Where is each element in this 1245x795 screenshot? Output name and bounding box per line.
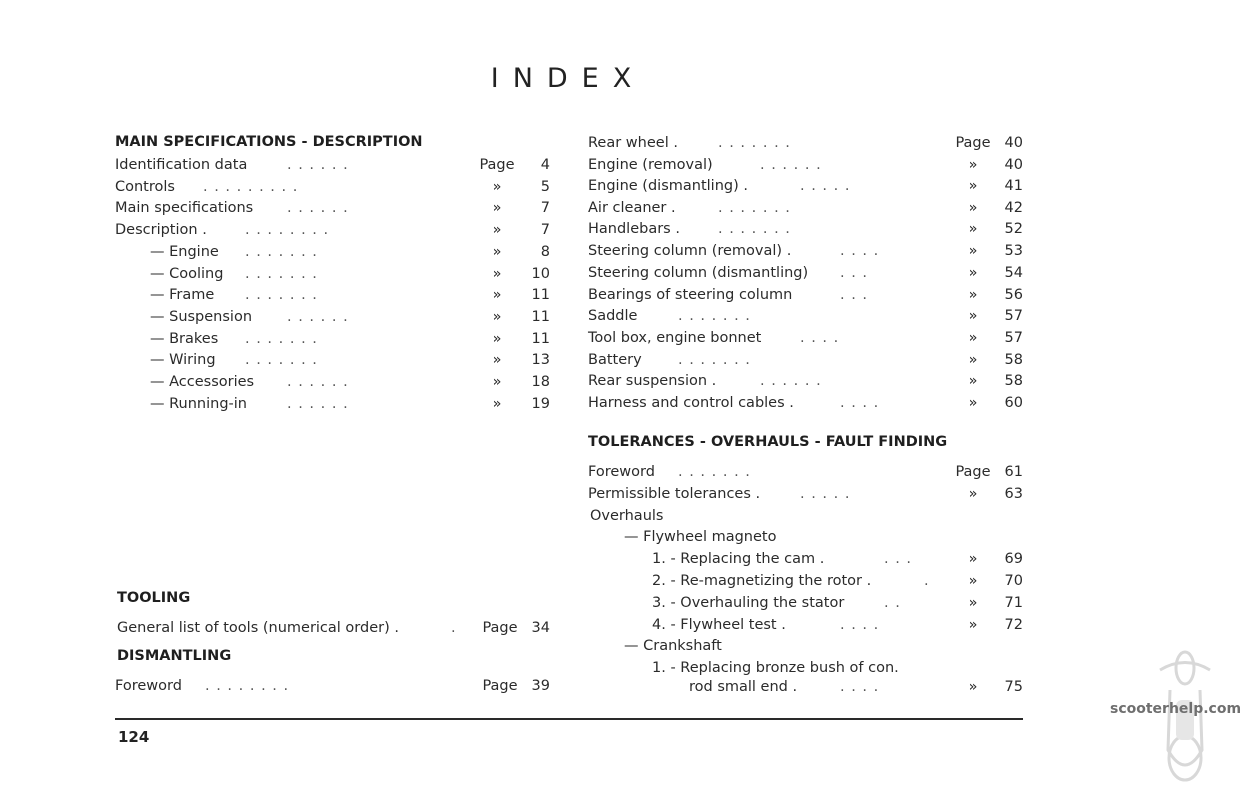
page-ref: 4 xyxy=(540,157,550,173)
index-entry[interactable] xyxy=(588,371,1024,392)
footer-rule xyxy=(115,718,1023,720)
index-entry[interactable] xyxy=(115,198,550,219)
entry-label: — Brakes xyxy=(150,331,219,347)
ditto-mark: » xyxy=(492,352,502,368)
page-title: INDEX xyxy=(490,63,646,94)
page-ref: 58 xyxy=(1004,373,1023,389)
watermark-text: scooterhelp.com xyxy=(1110,701,1242,717)
index-entry[interactable] xyxy=(588,593,1024,614)
leader-dots: . . . . . xyxy=(800,486,851,502)
page-number: 124 xyxy=(118,728,150,746)
page-ref: 39 xyxy=(531,678,550,694)
ditto-mark: » xyxy=(968,157,978,173)
leader-dots: . . . . . . xyxy=(287,200,349,216)
page-ref: 5 xyxy=(540,179,550,195)
page-ref: 7 xyxy=(540,222,550,238)
ditto-mark: » xyxy=(968,617,978,633)
index-entry[interactable] xyxy=(588,328,1024,349)
index-entry[interactable] xyxy=(588,484,1024,505)
page-ref: 70 xyxy=(1004,573,1023,589)
page-ref: 71 xyxy=(1004,595,1023,611)
page-ref: 53 xyxy=(1004,243,1023,259)
page-ref: 11 xyxy=(531,309,550,325)
index-entry[interactable] xyxy=(115,285,550,306)
ditto-mark: » xyxy=(968,287,978,303)
page-ref: 60 xyxy=(1004,395,1023,411)
ditto-mark: » xyxy=(968,308,978,324)
ditto-mark: » xyxy=(968,330,978,346)
entry-label: Steering column (removal) . xyxy=(588,243,792,259)
entry-label: Air cleaner . xyxy=(588,200,676,216)
index-entry[interactable] xyxy=(588,636,1024,657)
index-entry[interactable] xyxy=(115,307,550,328)
page-ref: 69 xyxy=(1004,551,1023,567)
index-entry[interactable] xyxy=(588,350,1024,371)
ditto-mark: » xyxy=(968,573,978,589)
entry-label: — Wiring xyxy=(150,352,216,368)
leader-dots: . . . . . . xyxy=(287,374,349,390)
index-entry[interactable] xyxy=(115,618,550,639)
ditto-mark: » xyxy=(492,222,502,238)
index-entry[interactable] xyxy=(115,676,550,697)
index-entry[interactable] xyxy=(115,242,550,263)
leader-dots: . . . . . . . xyxy=(245,352,318,368)
entry-label: 1. - Replacing bronze bush of con. xyxy=(652,660,899,676)
index-entry[interactable] xyxy=(588,198,1024,219)
page-ref: 40 xyxy=(1004,157,1023,173)
index-entry[interactable] xyxy=(588,285,1024,306)
section-heading-dismantling: DISMANTLING xyxy=(117,648,232,664)
leader-dots: . . . . . . . xyxy=(718,221,791,237)
entry-label: 3. - Overhauling the stator xyxy=(652,595,845,611)
page-ref: 54 xyxy=(1004,265,1023,281)
entry-label: Engine (removal) xyxy=(588,157,713,173)
page-ref: 63 xyxy=(1004,486,1023,502)
ditto-mark: » xyxy=(492,396,502,412)
ditto-mark: » xyxy=(492,266,502,282)
entry-label: Engine (dismantling) . xyxy=(588,178,748,194)
page-ref: 57 xyxy=(1004,330,1023,346)
page-word: Page xyxy=(955,464,991,480)
scooter-watermark-icon xyxy=(1140,640,1230,795)
leader-dots: . . . . . . . . . xyxy=(203,179,299,195)
entry-label: — Cooling xyxy=(150,266,224,282)
page-ref: 11 xyxy=(531,287,550,303)
index-entry[interactable] xyxy=(588,615,1024,636)
entry-label: Steering column (dismantling) xyxy=(588,265,809,281)
ditto-mark: » xyxy=(492,309,502,325)
leader-dots: . . . . . . . . xyxy=(205,678,290,694)
entry-label: 4. - Flywheel test . xyxy=(652,617,786,633)
index-entry[interactable] xyxy=(588,549,1024,570)
index-entry[interactable] xyxy=(588,155,1024,176)
index-entry[interactable] xyxy=(588,241,1024,262)
leader-dots: . . . . . . . xyxy=(245,266,318,282)
leader-dots: . . . . . . . xyxy=(678,308,751,324)
page-ref: 52 xyxy=(1004,221,1023,237)
index-entry[interactable] xyxy=(588,506,1024,527)
ditto-mark: » xyxy=(968,551,978,567)
entry-label: Foreword xyxy=(588,464,655,480)
page-ref: 34 xyxy=(531,620,550,636)
leader-dots: . . . . xyxy=(800,330,840,346)
entry-label: Rear suspension . xyxy=(588,373,717,389)
ditto-mark: » xyxy=(968,265,978,281)
leader-dots: . . . . xyxy=(840,679,880,695)
index-entry[interactable] xyxy=(115,329,550,350)
page-ref: 40 xyxy=(1004,135,1023,151)
entry-label: — Frame xyxy=(150,287,215,303)
entry-label: Battery xyxy=(588,352,642,368)
entry-label: — Accessories xyxy=(150,374,255,390)
entry-label: Identification data xyxy=(115,157,248,173)
index-entry[interactable] xyxy=(588,677,1024,698)
leader-dots: . . . . . . . xyxy=(245,331,318,347)
leader-dots: . . . . . . . xyxy=(718,200,791,216)
page-ref: 11 xyxy=(531,331,550,347)
ditto-mark: » xyxy=(492,179,502,195)
ditto-mark: » xyxy=(492,200,502,216)
leader-dots: . . . . . . . xyxy=(678,352,751,368)
entry-label: Overhauls xyxy=(590,508,664,524)
page-word: Page xyxy=(482,678,518,694)
section-heading-tooling: TOOLING xyxy=(117,590,191,606)
page-word: Page xyxy=(955,135,991,151)
ditto-mark: » xyxy=(492,287,502,303)
index-entry[interactable] xyxy=(588,571,1024,592)
index-entry[interactable] xyxy=(588,462,1024,483)
ditto-mark: » xyxy=(492,374,502,390)
leader-dots: . . . . . . . xyxy=(678,464,751,480)
entry-label: Main specifications xyxy=(115,200,254,216)
entry-label: — Running-in xyxy=(150,396,247,412)
leader-dots: . . . . . . . . xyxy=(245,222,330,238)
page-ref: 10 xyxy=(531,266,550,282)
leader-dots: . . . . . . xyxy=(760,373,822,389)
index-entry[interactable] xyxy=(588,263,1024,284)
leader-dots: . . . . xyxy=(840,243,880,259)
index-entry[interactable] xyxy=(588,133,1024,154)
index-entry[interactable] xyxy=(588,658,1024,679)
ditto-mark: » xyxy=(968,221,978,237)
page-ref: 41 xyxy=(1004,178,1023,194)
leader-dots: . . . xyxy=(840,287,869,303)
entry-label: Rear wheel . xyxy=(588,135,678,151)
entry-label: Permissible tolerances . xyxy=(588,486,761,502)
ditto-mark: » xyxy=(968,486,978,502)
ditto-mark: » xyxy=(968,243,978,259)
leader-dots: . . . xyxy=(884,551,913,567)
section-heading-tolerances: TOLERANCES - OVERHAULS - FAULT FINDING xyxy=(588,434,948,450)
leader-dots: . xyxy=(924,573,930,589)
index-entry[interactable] xyxy=(588,306,1024,327)
ditto-mark: » xyxy=(968,352,978,368)
page-ref: 13 xyxy=(531,352,550,368)
leader-dots: . . . . xyxy=(840,395,880,411)
page-ref: 18 xyxy=(531,374,550,390)
leader-dots: . . . xyxy=(840,265,869,281)
index-entry[interactable] xyxy=(115,350,550,371)
entry-label: — Flywheel magneto xyxy=(624,529,777,545)
page-ref: 8 xyxy=(540,244,550,260)
entry-label: Foreword xyxy=(115,678,182,694)
ditto-mark: » xyxy=(968,595,978,611)
index-entry[interactable] xyxy=(115,394,550,415)
page-ref: 57 xyxy=(1004,308,1023,324)
page-word: Page xyxy=(479,157,515,173)
entry-label: General list of tools (numerical order) . xyxy=(117,620,399,636)
ditto-mark: » xyxy=(968,373,978,389)
index-entry[interactable] xyxy=(115,372,550,393)
page-word: Page xyxy=(482,620,518,636)
index-entry[interactable] xyxy=(115,264,550,285)
page-ref: 61 xyxy=(1004,464,1023,480)
section-heading-main-specifications: MAIN SPECIFICATIONS - DESCRIPTION xyxy=(115,134,423,150)
entry-label: 1. - Replacing the cam . xyxy=(652,551,825,567)
entry-label: Handlebars . xyxy=(588,221,680,237)
leader-dots: . . . . . . xyxy=(760,157,822,173)
leader-dots: . . . . . . . xyxy=(245,244,318,260)
leader-dots: . . . . . . xyxy=(287,309,349,325)
ditto-mark: » xyxy=(492,331,502,347)
page-ref: 7 xyxy=(540,200,550,216)
leader-dots: . . . . . . . xyxy=(245,287,318,303)
page-ref: 75 xyxy=(1004,679,1023,695)
leader-dots: . xyxy=(451,620,457,636)
leader-dots: . . . . xyxy=(840,617,880,633)
entry-label: — Crankshaft xyxy=(624,638,722,654)
index-entry[interactable] xyxy=(588,176,1024,197)
entry-label: — Suspension xyxy=(150,309,253,325)
ditto-mark: » xyxy=(968,178,978,194)
leader-dots: . . . . . . . xyxy=(718,135,791,151)
entry-label: 2. - Re-magnetizing the rotor . xyxy=(652,573,872,589)
index-entry[interactable] xyxy=(115,177,550,198)
page-ref: 42 xyxy=(1004,200,1023,216)
page-ref: 58 xyxy=(1004,352,1023,368)
ditto-mark: » xyxy=(492,244,502,260)
entry-label: Tool box, engine bonnet xyxy=(588,330,762,346)
entry-label: rod small end . xyxy=(689,679,798,695)
ditto-mark: » xyxy=(968,395,978,411)
entry-label: Description . xyxy=(115,222,207,238)
index-entry[interactable] xyxy=(115,155,550,176)
index-entry[interactable] xyxy=(588,527,1024,548)
entry-label: Bearings of steering column xyxy=(588,287,793,303)
index-entry[interactable] xyxy=(115,220,550,241)
page-ref: 19 xyxy=(531,396,550,412)
entry-label: Controls xyxy=(115,179,175,195)
leader-dots: . . . . . . xyxy=(287,157,349,173)
entry-label: Harness and control cables . xyxy=(588,395,794,411)
page-ref: 56 xyxy=(1004,287,1023,303)
ditto-mark: » xyxy=(968,679,978,695)
entry-label: Saddle xyxy=(588,308,638,324)
index-entry[interactable] xyxy=(588,393,1024,414)
leader-dots: . . . . . . xyxy=(287,396,349,412)
index-entry[interactable] xyxy=(588,219,1024,240)
page-ref: 72 xyxy=(1004,617,1023,633)
ditto-mark: » xyxy=(968,200,978,216)
leader-dots: . . . . . xyxy=(800,178,851,194)
leader-dots: . . xyxy=(884,595,901,611)
entry-label: — Engine xyxy=(150,244,219,260)
